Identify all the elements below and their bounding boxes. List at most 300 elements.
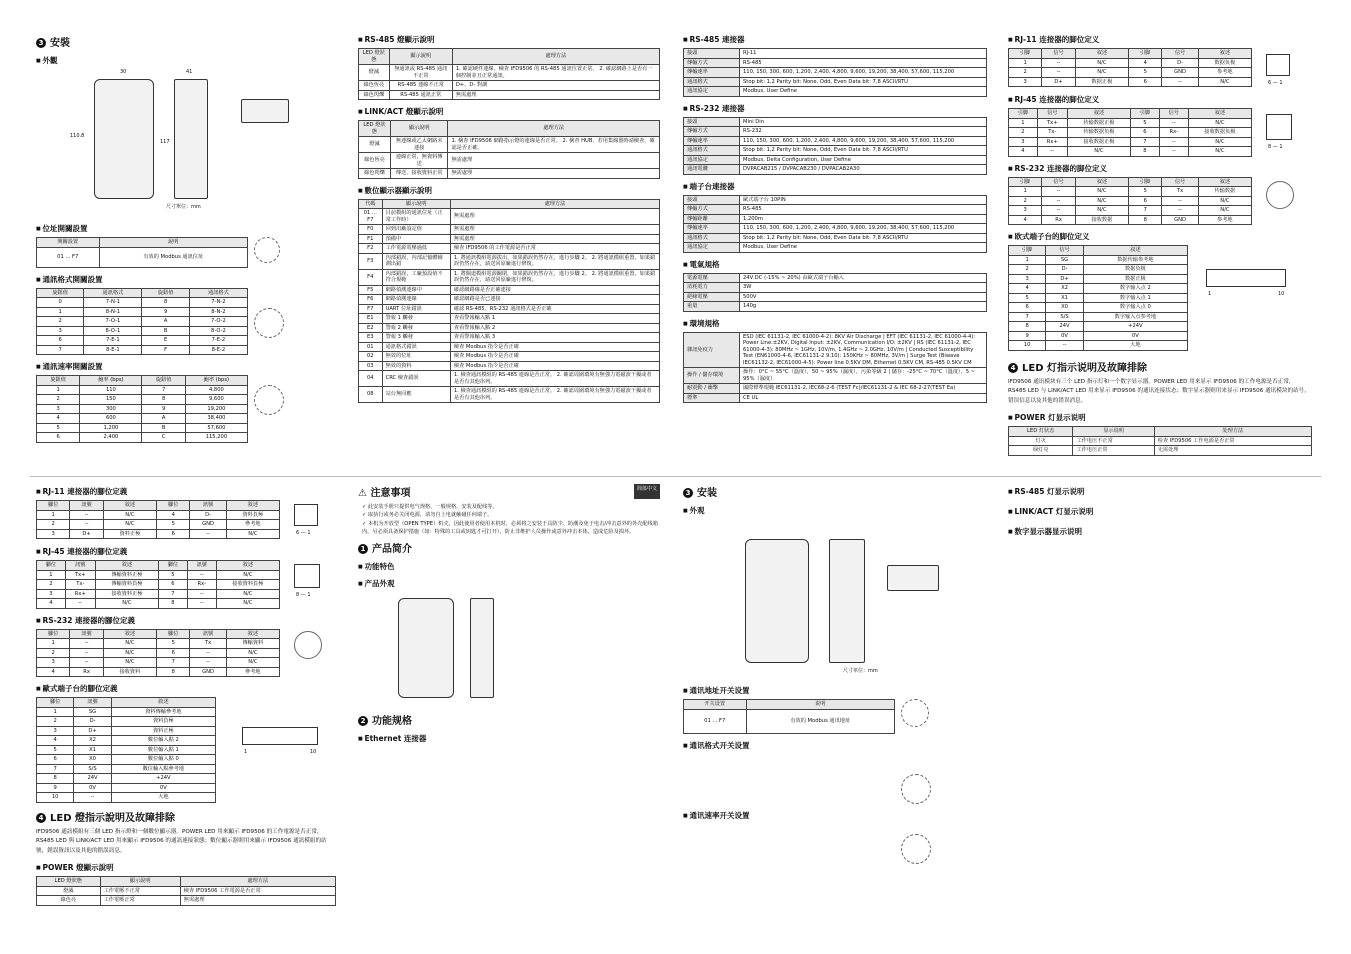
table-cell: N/C [216,570,279,580]
table-row [684,243,987,253]
table-cell: 消耗電力 [684,283,740,293]
table-cell: -- [1042,196,1075,206]
device-top-drawing [241,99,289,123]
table-row [684,302,987,312]
table-row [359,269,660,285]
table-cell: 資料負極 [111,717,215,727]
table-cell: -- [1042,58,1075,68]
table-cell: 傳輸速率 [684,224,740,234]
rj45-pin-table [36,560,280,609]
table-row [359,361,660,371]
table-cell: 無需處理 [452,90,659,100]
led-trouble-heading: 4 LED 燈指示說明及故障排除 [36,809,336,824]
column-header: 訊號 [190,629,226,639]
table-cell: Stop bit: 1,2 Parity bit: None, Odd, Even Data bit: 7,8 ASCII/RTU [740,146,987,156]
table-cell: Modbus, Delta Configuration, User Define [740,155,987,165]
fmt-switch-heading-s: ■ 通讯格式开关设置 [683,740,983,751]
terminal-pin-heading: ■ 歐式端子台的腳位定義 [36,683,336,694]
column-header: 信号 [1046,246,1083,256]
table-row [684,136,987,146]
install-outline-heading: ■ 外觀 [36,55,298,66]
column-header: 敘述 [103,629,156,639]
electrical-spec-table [683,273,987,312]
table-cell: 傳輸速率 [684,136,740,146]
column-header: 鮑率 (bps) [185,376,247,386]
column-header: 訊號 [187,561,216,571]
table-cell: Tx [1162,187,1198,197]
rj45-pin-heading: ■ RJ-45 連接器的腳位定義 [36,546,336,557]
table-cell: GND [1162,215,1198,225]
column-header: 引脚 [1009,177,1042,187]
table-cell: 2 [37,395,80,405]
column-header: 處理方法 [450,199,659,209]
col-4 [1008,30,1312,456]
table-row [684,292,987,302]
table-cell: 資料正極 [111,726,215,736]
table-cell: N/C [226,529,279,539]
table-row [684,332,987,368]
table-cell: B [142,423,185,433]
table-cell: 6 [157,648,190,658]
table-row [1009,128,1252,138]
table-cell: 1 [1009,58,1042,68]
table-cell: N/C [1188,147,1251,157]
table-cell: 02 [359,352,383,362]
rj11-pin-heading: ■ RJ-11 連接器的腳位定義 [36,486,336,497]
table-cell: F1 [359,234,383,244]
led-trouble-heading-s: 4 LED 灯指示说明及故障排除 [1008,359,1312,374]
table-row [1009,118,1252,128]
table-cell: 数字输入点 2 [1083,284,1187,294]
table-cell: 燈滅 [37,886,101,896]
table-cell: 無需處理 [450,234,659,244]
table-row [684,117,987,127]
table-cell: 110, 150, 300, 600, 1,200, 2,400, 4,800, 9,600, 19,200, 38,400, 57,600, 115,200 [740,136,987,146]
table-cell: 1 [37,639,70,649]
table-cell: 1 [37,307,84,317]
table-cell: 传输数据负极 [1067,128,1130,138]
column-header: 代碼 [359,199,383,209]
table-cell: 03 [359,361,383,371]
intro-heading: 1 产品简介 [358,540,660,555]
column-header: 腳位 [37,698,74,708]
table-row [684,49,987,59]
table-cell: 3 [37,404,80,414]
terminal-block-icon: 1 10 [1194,245,1294,325]
column-header: 信号 [1037,109,1067,119]
table-cell: 4 [1009,147,1038,157]
column-header: LED 燈狀態 [359,121,391,137]
column-header: 通訊格式 [189,288,247,298]
table-cell: -- [1046,341,1083,351]
table-row [1009,446,1312,456]
column-header: 腳位 [157,501,190,511]
table-cell: 0V [111,783,215,793]
table-cell: 5 [159,570,188,580]
table-row [684,58,987,68]
table-row [1009,341,1188,351]
table-cell: 6 [1129,77,1162,87]
table-cell: 工作電源電壓過低 [382,244,450,254]
table-cell: SG [1046,255,1083,265]
table-cell: 01 ... F7 [359,209,383,225]
column-header: 敘述 [111,698,215,708]
table-cell: 無需處理 [448,153,660,169]
table-row [1009,58,1252,68]
table-cell: 1,200 [80,423,142,433]
table-cell: E2 [359,323,383,333]
table-cell: -- [1042,187,1075,197]
table-cell: 通訊協定 [684,155,740,165]
table-cell: 2 [1009,128,1038,138]
table-cell: D+ [74,726,111,736]
table-cell: 數位輸入點參考地 [111,764,215,774]
table-row [359,352,660,362]
table-cell: 查看警報輸入點 3 [450,333,659,343]
table-cell: -- [1159,147,1188,157]
table-cell: S/S [74,764,111,774]
table-row [359,153,660,169]
table-cell: N/C [103,639,156,649]
table-row [37,745,216,755]
column-header: 处理方法 [1154,427,1311,437]
table-cell: 1 [37,510,70,520]
table-cell: 雜訊免疫力 [684,332,740,368]
table-cell: RS-485 [740,205,987,215]
table-row [359,285,660,295]
rs232-conn-table [683,117,987,175]
col-4-bottom [1008,480,1312,540]
table-cell: 參考地 [226,520,279,530]
table-cell: RJ-11 [740,49,987,59]
table-row [1009,274,1188,284]
table-cell: 確認網路線是否正確連接 [450,285,659,295]
table-cell: 19,200 [185,404,247,414]
table-cell: X1 [1046,293,1083,303]
table-cell: 綠色閃爍 [359,169,391,179]
table-cell: 通訊格式錯誤 [382,342,450,352]
spec-heading: 2 功能规格 [358,712,660,727]
table-cell: 1. 將通訊模組電源拔出，如果錯誤仍然存在，進行步驟 2。 2. 將通訊模組重置，如果錯誤仍然存在，請送回原廠進行修復。 [450,253,659,269]
table-cell: Rx+ [1037,137,1067,147]
table-cell: 參考地 [226,667,279,677]
table-row [37,529,280,539]
column-header: 腳位 [157,629,190,639]
table-cell: 5 [1009,293,1046,303]
table-cell: RS-485 通訊正常 [389,90,452,100]
column-header: 信号 [1159,109,1188,119]
caution-heading: ⚠ 注意事項 简体中文 [358,484,660,499]
table-row [37,589,280,599]
table-cell: N/C [1075,187,1128,197]
table-cell: -- [187,570,216,580]
table-cell: N/C [1188,118,1251,128]
column-header: 敘述 [226,629,279,639]
table-cell: B [142,326,189,336]
rs485-led-heading: ■ RS-485 燈顯示說明 [358,34,660,45]
table-cell: 3 [37,726,74,736]
table-row [1009,206,1252,216]
table-cell: 8-N-1 [84,307,142,317]
table-row [684,146,987,156]
rs485-led-table [358,48,660,100]
table-row [1009,303,1188,313]
table-row [37,736,216,746]
table-cell: 1 [37,385,80,395]
table-cell: 2 [37,648,70,658]
table-cell: 警報 2 觸發 [382,323,450,333]
table-row [359,304,660,314]
table-cell: 4,800 [185,385,247,395]
table-cell: 10 [37,793,74,803]
table-cell: UART 位址錯誤 [382,304,450,314]
table-cell: 資料正極 [103,529,156,539]
table-cell: RS-485 [740,58,987,68]
table-cell: A [142,414,185,424]
table-cell: Stop bit: 1,2 Parity bit: None, Odd, Even Data bit: 7,8 ASCII/RTU [740,77,987,87]
col-1-bottom [36,480,336,906]
column-header: 引脚 [1009,49,1042,59]
table-cell: RS-232 [740,127,987,137]
power-led-heading: ■ POWER 燈顯示說明 [36,862,336,873]
rs232-pin-table-s [1008,177,1252,226]
table-row [37,580,280,590]
column-header: 訊號 [190,501,226,511]
table-cell: 警報 3 觸發 [382,333,450,343]
table-cell: 数字输入点参考地 [1083,312,1187,322]
table-cell: 大地 [111,793,215,803]
table-cell: D+、D- 對調 [452,81,659,91]
table-cell: SG [74,707,111,717]
addr-switch-table: 開關設置 說明 01 ... F7 有效的 Modbus 通訊位址 [36,237,248,268]
table-cell: 300 [80,404,142,414]
digit-display-heading-s: ■ 数字显示器显示说明 [1008,526,1312,537]
table-cell: 24V [1046,322,1083,332]
table-row [1009,293,1188,303]
table-cell: Tx- [65,580,95,590]
warning-icon: ⚠ [358,488,371,499]
table-cell: 通訊協定 [684,87,740,97]
table-cell: 內部錯誤，內部記憶體檢測出錯 [382,253,450,269]
dim-height-label: 110.8 [70,133,85,139]
table-cell: X0 [74,755,111,765]
column-header: 訊號 [65,561,95,571]
column-header: 敘述 [103,501,156,511]
column-header: 旋鈕值 [37,376,80,386]
table-row [37,764,216,774]
baud-dial-icon [254,385,284,415]
table-cell: CRC 檢查錯誤 [382,371,450,387]
table-cell: D+ [1042,77,1075,87]
table-row [1009,265,1188,275]
table-cell: 4 [157,510,190,520]
product-outline-figure [358,592,518,704]
table-cell: 灯灭 [1009,436,1073,446]
table-cell: N/C [216,589,279,599]
column-header: 叙述 [1188,109,1251,119]
led-trouble-text-s: IFD9506 通讯模块有三个 LED 指示灯和一个数字显示器。POWER LED 用来显示 IFD9506 的工作电源是否正常，RS485 LED 与 LINK/ACT LED 用来显示 IFD9506 的通讯连接状态；数字显示器则用来显示 IFD9506 通讯模块的站号，错误信息以及其他的错误消息。 [1008,378,1310,404]
column-header: 顯示說明 [390,121,448,137]
table-cell: -- [74,793,111,803]
table-row [684,127,987,137]
addr-switch-heading-s: ■ 通讯地址开关设置 [683,685,983,696]
table-cell: 數位輸入點 0 [111,755,215,765]
table-cell: F5 [359,285,383,295]
table-row [684,195,987,205]
table-cell: 檢查 Modbus 指令是否正確 [450,352,659,362]
table-cell: 6 [37,433,80,443]
table-cell: 3 [1009,137,1038,147]
table-cell: 3 [37,589,66,599]
rj11-jack-icon: 6 — 1 [1258,48,1298,88]
rj45-pin-heading-s: ■ RJ-45 连接器的脚位定义 [1008,94,1312,105]
table-cell: 5 [157,639,190,649]
table-cell: 1. 檢查通訊模組的 RS-485 連線是否正常。 2. 確認周圍環境有無強力電磁波干擾或者是否有其他串列。 [450,371,659,387]
table-cell: 連線正常，無資料傳送 [390,153,448,169]
column-header: 旋鈕值 [37,288,84,298]
table-cell: N/C [103,510,156,520]
column-header: 處理方法 [180,877,335,887]
dim-height2-label: 117 [160,139,170,145]
table-cell: 通訊格式 [684,233,740,243]
table-cell: 國際標準規範 IEC61131-2, IEC68-2-6 (TEST Fc)/IEC61131-2 & IEC 68-2-27(TEST Ea) [740,384,987,394]
table-cell: 通訊格式 [684,77,740,87]
table-cell: -- [70,648,103,658]
table-cell: 傳輸距離 [684,214,740,224]
table-cell: 無需處理 [450,225,659,235]
table-cell: 6 [37,336,84,346]
table-cell: 傳輸資料正極 [95,570,158,580]
table-cell: X2 [74,736,111,746]
link-led-heading: ■ LINK/ACT 燈顯示說明 [358,106,660,117]
column-header: 叙述 [1198,49,1251,59]
table-cell: 9,600 [185,395,247,405]
rj45-pin-table-s [1008,108,1252,157]
table-cell: 2 [37,580,66,590]
column-header: 叙述 [1083,246,1187,256]
table-row [684,273,987,283]
table-cell: 1 [1009,187,1042,197]
table-cell: 通訊電纜 [684,165,740,175]
table-row [359,81,660,91]
baud-switch-heading: ■ 通訊速率開關設置 [36,361,298,372]
table-cell: 7-N-2 [189,298,247,308]
table-cell: 110 [80,385,142,395]
table-row [37,298,248,308]
table-row [37,648,280,658]
environment-spec-table [683,332,987,404]
table-cell: 傳輸方式 [684,58,740,68]
table-row [37,886,336,896]
table-row [1009,284,1188,294]
table-cell: 数据正极 [1075,77,1128,87]
table-cell: 500V [740,292,987,302]
table-cell: D+ [70,529,103,539]
table-row [359,225,660,235]
table-cell: -- [1042,68,1075,78]
unit-label: 尺寸單位：mm [166,204,201,210]
table-cell: N/C [216,599,279,609]
table-cell: 8 [37,774,74,784]
column-header: 引脚 [1131,109,1160,119]
table-cell: X1 [74,745,111,755]
table-cell: 9 [37,783,74,793]
table-cell: Modbus, User Define [740,87,987,97]
table-row [359,342,660,352]
table-cell: 無連線或乙太網路未連接 [390,137,448,153]
table-cell: N/C [1188,137,1251,147]
column-header: 腳位 [37,561,66,571]
table-cell: 接收数据正极 [1067,137,1130,147]
table-row [684,393,987,403]
table-cell: F2 [359,244,383,254]
table-cell: 數位輸入點 2 [111,736,215,746]
table-cell: 確認網路是否已連接 [450,295,659,305]
fmt-switch-table [36,288,248,356]
table-cell: 接頭 [684,117,740,127]
table-cell: 站台無回應 [382,387,450,403]
table-cell: 內部錯誤，工廠預設值不符合規範 [382,269,450,285]
table-row [37,599,280,609]
table-cell: -- [190,658,226,668]
table-row [37,385,248,395]
table-cell: -- [1162,196,1198,206]
table-cell: F6 [359,295,383,305]
column-header: 叙述 [1067,109,1130,119]
table-row [37,345,248,355]
table-row [37,520,280,530]
table-cell: 9 [1009,331,1046,341]
table-row [37,404,248,414]
column-header: 敘述 [226,501,279,511]
digit-display-table [358,199,660,404]
table-cell: F0 [359,225,383,235]
table-cell: C [142,433,185,443]
fmt-dial-icon [254,308,284,338]
column-header: 引脚 [1009,109,1038,119]
column-header: 信号 [1042,177,1075,187]
power-led-table-s [1008,426,1312,456]
table-cell: 操作：0°C ~ 55°C（溫度），50 ~ 95%（濕度），污染等級 2 | 儲存：-25°C ~ 70°C（溫度），5 ~ 95%（濕度） [740,368,987,384]
table-row [684,165,987,175]
table-cell: X2 [1046,284,1083,294]
table-cell: D- [1046,265,1083,275]
table-cell: 2 [37,317,84,327]
rj45-jack-icon: 8 — 1 [1258,108,1298,152]
table-cell: 資料負極 [226,510,279,520]
column-header: 旋鈕值 [142,376,185,386]
table-cell: 綠色亮 [37,896,101,906]
table-cell: 4 [37,599,66,609]
table-cell: -- [187,589,216,599]
table-cell: 3 [1009,274,1046,284]
device-outline-figure [36,69,298,210]
table-cell: 2 [37,520,70,530]
table-cell: 600 [80,414,142,424]
table-cell: CE UL [740,393,987,403]
table-cell: 8 [157,667,190,677]
table-row [359,323,660,333]
table-row [359,65,660,81]
table-cell: 参考地 [1198,68,1251,78]
table-row [37,317,248,327]
table-cell: 重量 [684,302,740,312]
table-cell: Rx- [1159,128,1188,138]
column-header: 顯示說明 [389,49,452,65]
table-cell: D+ [1046,274,1083,284]
column-header: 敘述 [216,561,279,571]
table-cell: 4 [1009,215,1042,225]
